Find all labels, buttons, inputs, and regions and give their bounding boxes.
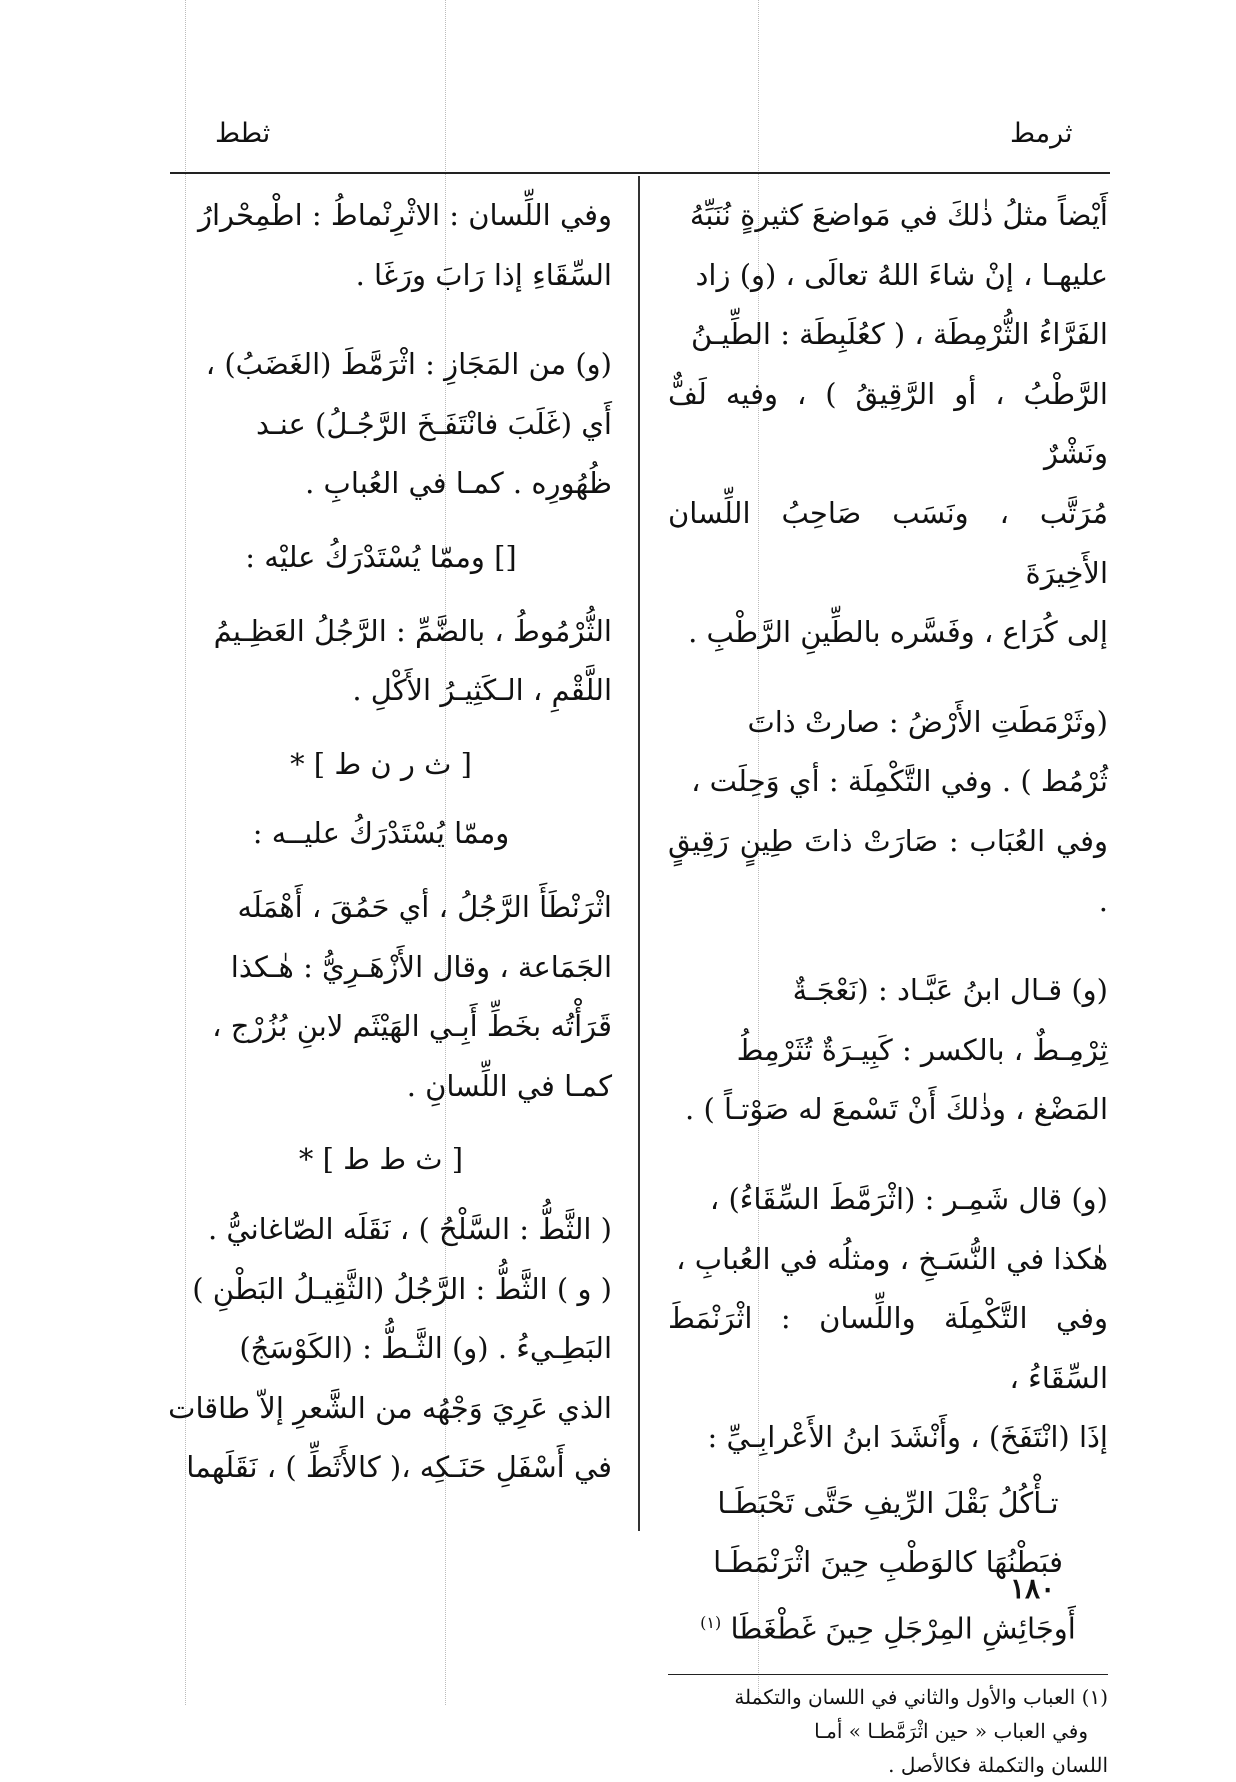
text-line: هٰكذا في النُّسَـخِ ، ومثلُه في العُبابِ ،	[676, 1241, 1108, 1276]
running-header-left: ثطط	[215, 118, 271, 149]
verse-text: أَوجَائِشِ المِرْجَلِ حِينَ غَطْغَطَا	[730, 1611, 1076, 1646]
text-line: وفي اللِّسان : الاثْرِنْماطُ : اطْمِحْرارُ	[197, 198, 612, 232]
paragraph	[150, 1200, 612, 1498]
text-line: وفي التَّكْمِلَة واللِّسان : اثْرَنْمَطَ السِّقَاءُ ،	[668, 1301, 1108, 1395]
text-line: (و) من المَجَازِ : اثْرَمَّطَ (الغَضَبُ) ،	[205, 347, 612, 382]
text-line: ( الثَّطُّ : السَّلْحُ ) ، نَقَلَه الصّاغانيُّ .	[208, 1211, 612, 1246]
paragraph	[668, 961, 1108, 1140]
text-line: في أَسْفَلِ حَنَـكِه ،( كالأَثَطِّ ) ، نَقَلَهما	[186, 1450, 612, 1485]
entry-heading: [ ث ر ن ط ] *	[290, 746, 472, 781]
text-line: إذَا (انْتَفَخَ) ، وأَنْشَدَ ابنُ الأَعْرابِـيِّ :	[707, 1420, 1108, 1455]
text-line: الثُّرْمُوطُ ، بالضَّمِّ : الرَّجُلُ العَظِـيمُ	[213, 613, 612, 648]
text-line: ( و ) الثَّطُّ : الرَّجُلُ (الثَّقِيـلُ البَطْنِ )	[192, 1271, 612, 1306]
text-line: الجَمَاعة ، وقال الأَزْهَـرِيُّ : هٰـكذا	[230, 949, 612, 984]
verse-block	[668, 1474, 1108, 1659]
paragraph	[668, 186, 1108, 663]
text-line: اثْرَنْطَأَ الرَّجُلُ ، أي حَمُقَ ، أَهْمَلَه	[237, 889, 612, 924]
running-header-right: ثرمط	[1010, 118, 1073, 149]
text-line: إلى كُرَاع ، وفَسَّره بالطِّينِ الرَّطْبِ .	[688, 615, 1108, 650]
paragraph	[150, 335, 612, 514]
paragraph	[668, 1170, 1108, 1468]
text-line: (وثَرْمَطَتِ الأَرْضُ : صارتْ ذاتَ	[747, 704, 1108, 739]
left-column	[150, 186, 612, 1498]
addendum-heading: وممّا يُسْتَدْرَكُ عليــه :	[252, 816, 510, 851]
text-line: عليهـا ، إنْ شاءَ اللهُ تعالَى ، (و) زاد	[695, 257, 1108, 292]
entry-heading: [ ث ط ط ] *	[298, 1142, 464, 1177]
text-line: قَرَأْتُه بخَطِّ أَبِـي الهَيْثَم لابنِ بُزُرْج ،	[212, 1009, 612, 1044]
footnote-line: (١) العباب والأول والثاني في اللسان والتكملة	[734, 1685, 1108, 1710]
paragraph	[150, 602, 612, 721]
verse-line: تـأْكُلُ بَقْلَ الرِّيفِ حَتَّى تَحْبَطَـا	[717, 1485, 1059, 1520]
header-rule	[170, 172, 1110, 174]
verse-line: فبَطْنُهَا كالوَطْبِ حِينَ اثْرَنْمَطَـا	[713, 1545, 1063, 1580]
footnote-rule	[668, 1674, 1108, 1675]
footnote-line: وفي العباب « حين اثْرَمَّطـا » أمـا	[814, 1719, 1088, 1744]
column-divider	[638, 176, 640, 1531]
paragraph	[150, 186, 612, 305]
footnote	[668, 1680, 1108, 1782]
footnote-marker: (١)	[700, 1613, 722, 1633]
page-number: ١٨٠	[1010, 1572, 1056, 1605]
text-line: الرَّطْبُ ، أو الرَّقِيقُ ) ، وفيه لَفٌّ ونَشْرٌ	[668, 376, 1108, 471]
text-line: مُرَتَّب ، ونَسَب صَاحِبُ اللِّسان الأَخِيرَةَ	[668, 495, 1108, 590]
text-line: (و) قال شَمِـر : (اثْرَمَّطَ السِّقَاءُ) ،	[709, 1181, 1108, 1216]
footnote-line: اللسان والتكملة فكالأصل .	[888, 1753, 1108, 1778]
text-line: السِّقَاءِ إذا رَابَ ورَغَا .	[355, 257, 612, 292]
text-line: أَي (غَلَبَ فانْتَفَـخَ الرَّجُـلُ) عنـد	[256, 406, 612, 441]
text-line: ثُرْمُط ) . وفي التَّكْمِلَة : أي وَحِلَت ،	[691, 764, 1108, 799]
text-line: اللَّقْمِ ، الـكَثِيـرُ الأَكْلِ .	[352, 673, 612, 708]
text-line: كمـا في اللِّسانِ .	[406, 1068, 612, 1103]
text-line: الذي عَرِيَ وَجْهُه من الشَّعرِ إلاّ طاقات	[168, 1390, 612, 1425]
text-line: أَيْضاً مثلُ ذٰلكَ في مَواضعَ كثيرةٍ نُنَبِّهُ	[689, 198, 1108, 232]
paragraph	[150, 878, 612, 1116]
addendum-heading: [] وممّا يُسْتَدْرَكُ عليْه :	[245, 539, 517, 574]
text-line: (و) قـال ابنُ عَبَّـاد : (نَعْجَـةٌ	[792, 973, 1108, 1008]
right-column	[668, 186, 1108, 1782]
text-line: ظُهُورِه . كمـا في العُبابِ .	[305, 466, 612, 501]
text-line: ثِرْمِـطٌ ، بالكسر : كَبِيـرَةٌ تُثَرْمِطُ	[736, 1032, 1108, 1067]
text-line: وفي العُبَاب : صَارَتْ ذاتَ طِينٍ رَقِيقٍ .	[668, 823, 1108, 918]
text-line: البَطِـيءُ . (و) الثَّـطُّ : (الكَوْسَجُ)	[239, 1331, 612, 1366]
text-line: الفَرَّاءُ الثُّرْمِطَة ، ( كعُلَبِطَة : الطِّيـنُ	[690, 317, 1108, 352]
paragraph	[668, 693, 1108, 931]
text-line: المَضْغ ، وذٰلكَ أَنْ تَسْمعَ له صَوْتـاً ) .	[685, 1092, 1108, 1127]
